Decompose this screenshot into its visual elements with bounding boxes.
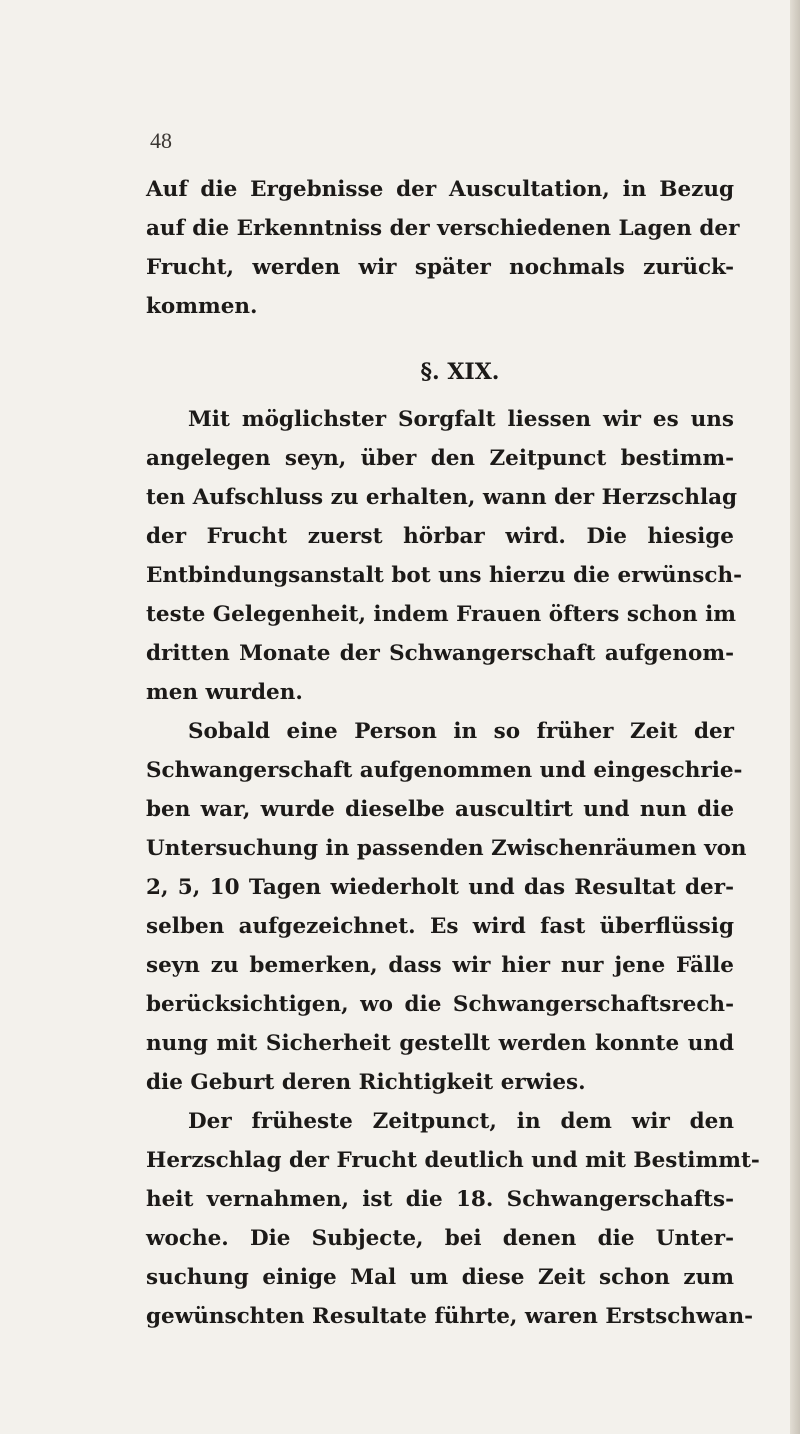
paragraph-line: der Frucht zuerst hörbar wird. Die hiesige	[146, 524, 734, 549]
paragraph-line: suchung einige Mal um diese Zeit schon zum	[146, 1265, 734, 1290]
paragraph-line: 2, 5, 10 Tagen wiederholt und das Resultat der-	[146, 875, 734, 900]
paragraph-line: angelegen seyn, über den Zeitpunct bestimm-	[146, 446, 734, 471]
paragraph-line: Untersuchung in passenden Zwischenräumen von	[146, 836, 747, 861]
paragraph-line: nung mit Sicherheit gestellt werden konnte und	[146, 1031, 734, 1056]
paragraph-line: woche. Die Subjecte, bei denen die Unter-	[146, 1226, 734, 1251]
paragraph-line: Mit möglichster Sorgfalt liessen wir es uns	[188, 407, 734, 432]
section-gap	[146, 326, 734, 344]
paragraph-line: ben war, wurde dieselbe auscultirt und nun die	[146, 797, 734, 822]
paragraph-line: berücksichtigen, wo die Schwangerschaftsrech-	[146, 992, 734, 1017]
paragraph-line: Sobald eine Person in so früher Zeit der	[188, 719, 734, 744]
paragraph-line: teste Gelegenheit, indem Frauen öfters schon im	[146, 602, 737, 627]
paragraph-line: Entbindungsanstalt bot uns hierzu die erwünsch-	[146, 563, 742, 588]
intro-line: kommen.	[146, 294, 258, 319]
intro-line: Auf die Ergebnisse der Auscultation, in Bezug	[146, 177, 734, 202]
paragraph-line: heit vernahmen, ist die 18. Schwangerschafts-	[146, 1187, 734, 1212]
text-block	[146, 170, 760, 1336]
paragraph-line: men wurden.	[146, 680, 303, 705]
paragraph-line: Schwangerschaft aufgenommen und eingeschrie-	[146, 758, 743, 783]
section-heading: §. XIX.	[420, 359, 500, 385]
page-number: 48	[150, 128, 172, 153]
paragraph-line: gewünschten Resultate führte, waren Erstschwan-	[146, 1304, 753, 1329]
paragraph-line: dritten Monate der Schwangerschaft aufgenom-	[146, 641, 734, 666]
paragraph-line: selben aufgezeichnet. Es wird fast überflüssig	[146, 914, 734, 939]
intro-line: auf die Erkenntniss der verschiedenen Lagen der	[146, 216, 740, 241]
paragraph-line: die Geburt deren Richtigkeit erwies.	[146, 1070, 586, 1095]
paragraph-line: Herzschlag der Frucht deutlich und mit Bestimmt-	[146, 1148, 760, 1173]
paragraph-line: seyn zu bemerken, dass wir hier nur jene Fälle	[146, 953, 734, 978]
intro-line: Frucht, werden wir später nochmals zurück-	[146, 255, 734, 280]
page-edge-shadow	[790, 0, 800, 1434]
paragraph-line: ten Aufschluss zu erhalten, wann der Herzschlag	[146, 485, 738, 510]
paragraph-line: Der früheste Zeitpunct, in dem wir den	[188, 1109, 734, 1134]
